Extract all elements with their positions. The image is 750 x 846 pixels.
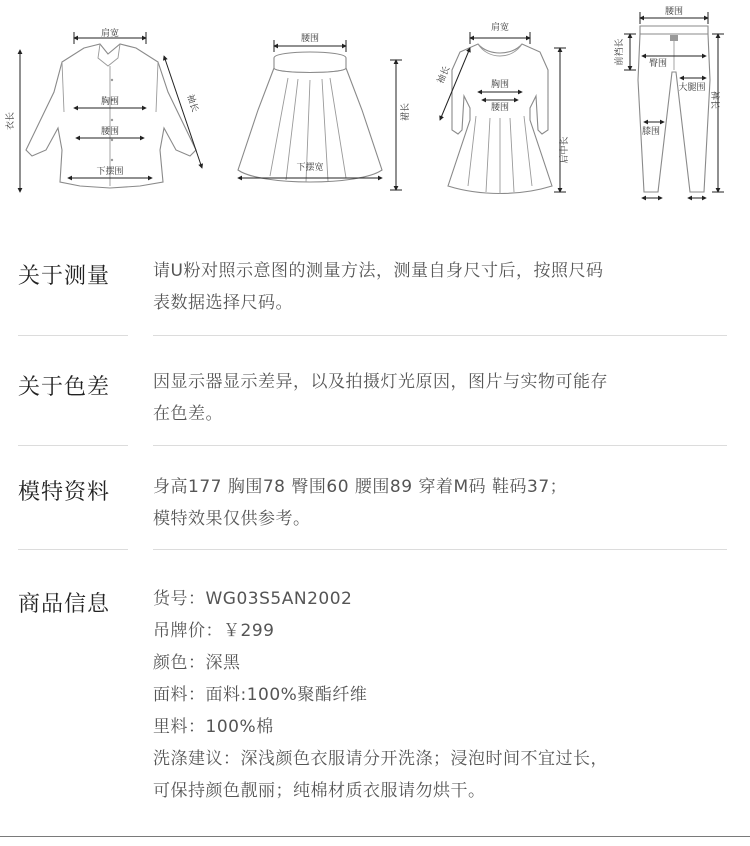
body-line: 身高177 胸围78 臀围60 腰围89 穿着M码 鞋码37； [153,477,568,497]
pants-diagram [613,6,724,198]
section-body-color-difference [153,366,738,430]
pants-hip-label: 臀围 [648,59,668,69]
bottom-divider [0,836,750,837]
section-body-model-info [153,471,738,535]
dress-back-length-label: 后中长 [560,136,570,164]
pants-knee-label: 膝围 [641,127,661,137]
section-body-measurement [153,255,738,319]
section-body-product-info [153,583,738,807]
divider [18,445,128,446]
body-line: 在色差。 [153,404,223,424]
pants-thigh-label: 大腿围 [678,83,706,93]
shirt-chest-label: 胸围 [100,97,120,107]
body-line: 表数据选择尺码。 [153,293,293,313]
divider [18,335,128,336]
skirt-waist-label: 腰围 [300,34,320,44]
body-line: 面料：面料:100%聚酯纤维 [153,685,368,705]
shirt-waist-label: 腰围 [100,127,120,137]
body-line: 请U粉对照示意图的测量方法，测量自身尺寸后，按照尺码 [153,261,604,281]
section-title-product-info: 商品信息 [18,592,111,617]
section-title-model-info: 模特资料 [18,480,111,505]
body-line: 可保持颜色靓丽；纯棉材质衣服请勿烘干。 [153,781,486,801]
dress-diagram [434,21,570,194]
pants-length-label: 裤长 [709,90,719,110]
section-title-color-difference: 关于色差 [18,375,111,400]
divider [18,549,128,550]
shirt-length-label: 衣长 [6,111,16,131]
skirt-diagram [238,33,411,190]
body-line: 货号：WG03S5AN2002 [153,589,353,609]
body-line: 吊牌价：￥299 [153,621,275,641]
pants-rise-label: 前裆长 [615,38,625,66]
skirt-hem-label: 下摆宽 [296,163,324,173]
pants-waist-label: 腰围 [664,7,684,17]
measurement-diagrams [0,0,750,215]
body-line: 里料：100%棉 [153,717,274,737]
dress-chest-label: 胸围 [490,80,510,90]
body-line: 因显示器显示差异，以及拍摄灯光原因，图片与实物可能存 [153,372,608,392]
skirt-length-label: 裙长 [401,102,411,122]
shirt-shoulder-label: 肩宽 [100,29,120,39]
shirt-diagram [4,27,202,192]
dress-sleeve-label: 袖长 [435,64,453,86]
body-line: 洗涤建议：深浅颜色衣服请分开洗涤；浸泡时间不宜过长， [153,749,608,769]
body-line: 颜色：深黑 [153,653,241,673]
dress-shoulder-label: 肩宽 [490,23,510,33]
shirt-sleeve-label: 袖长 [184,93,200,114]
shirt-hem-label: 下摆围 [96,167,124,177]
divider [153,335,727,336]
divider [153,549,727,550]
body-line: 模特效果仅供参考。 [153,509,311,529]
section-title-measurement: 关于测量 [18,264,111,289]
dress-waist-label: 腰围 [490,103,510,113]
divider [153,445,727,446]
